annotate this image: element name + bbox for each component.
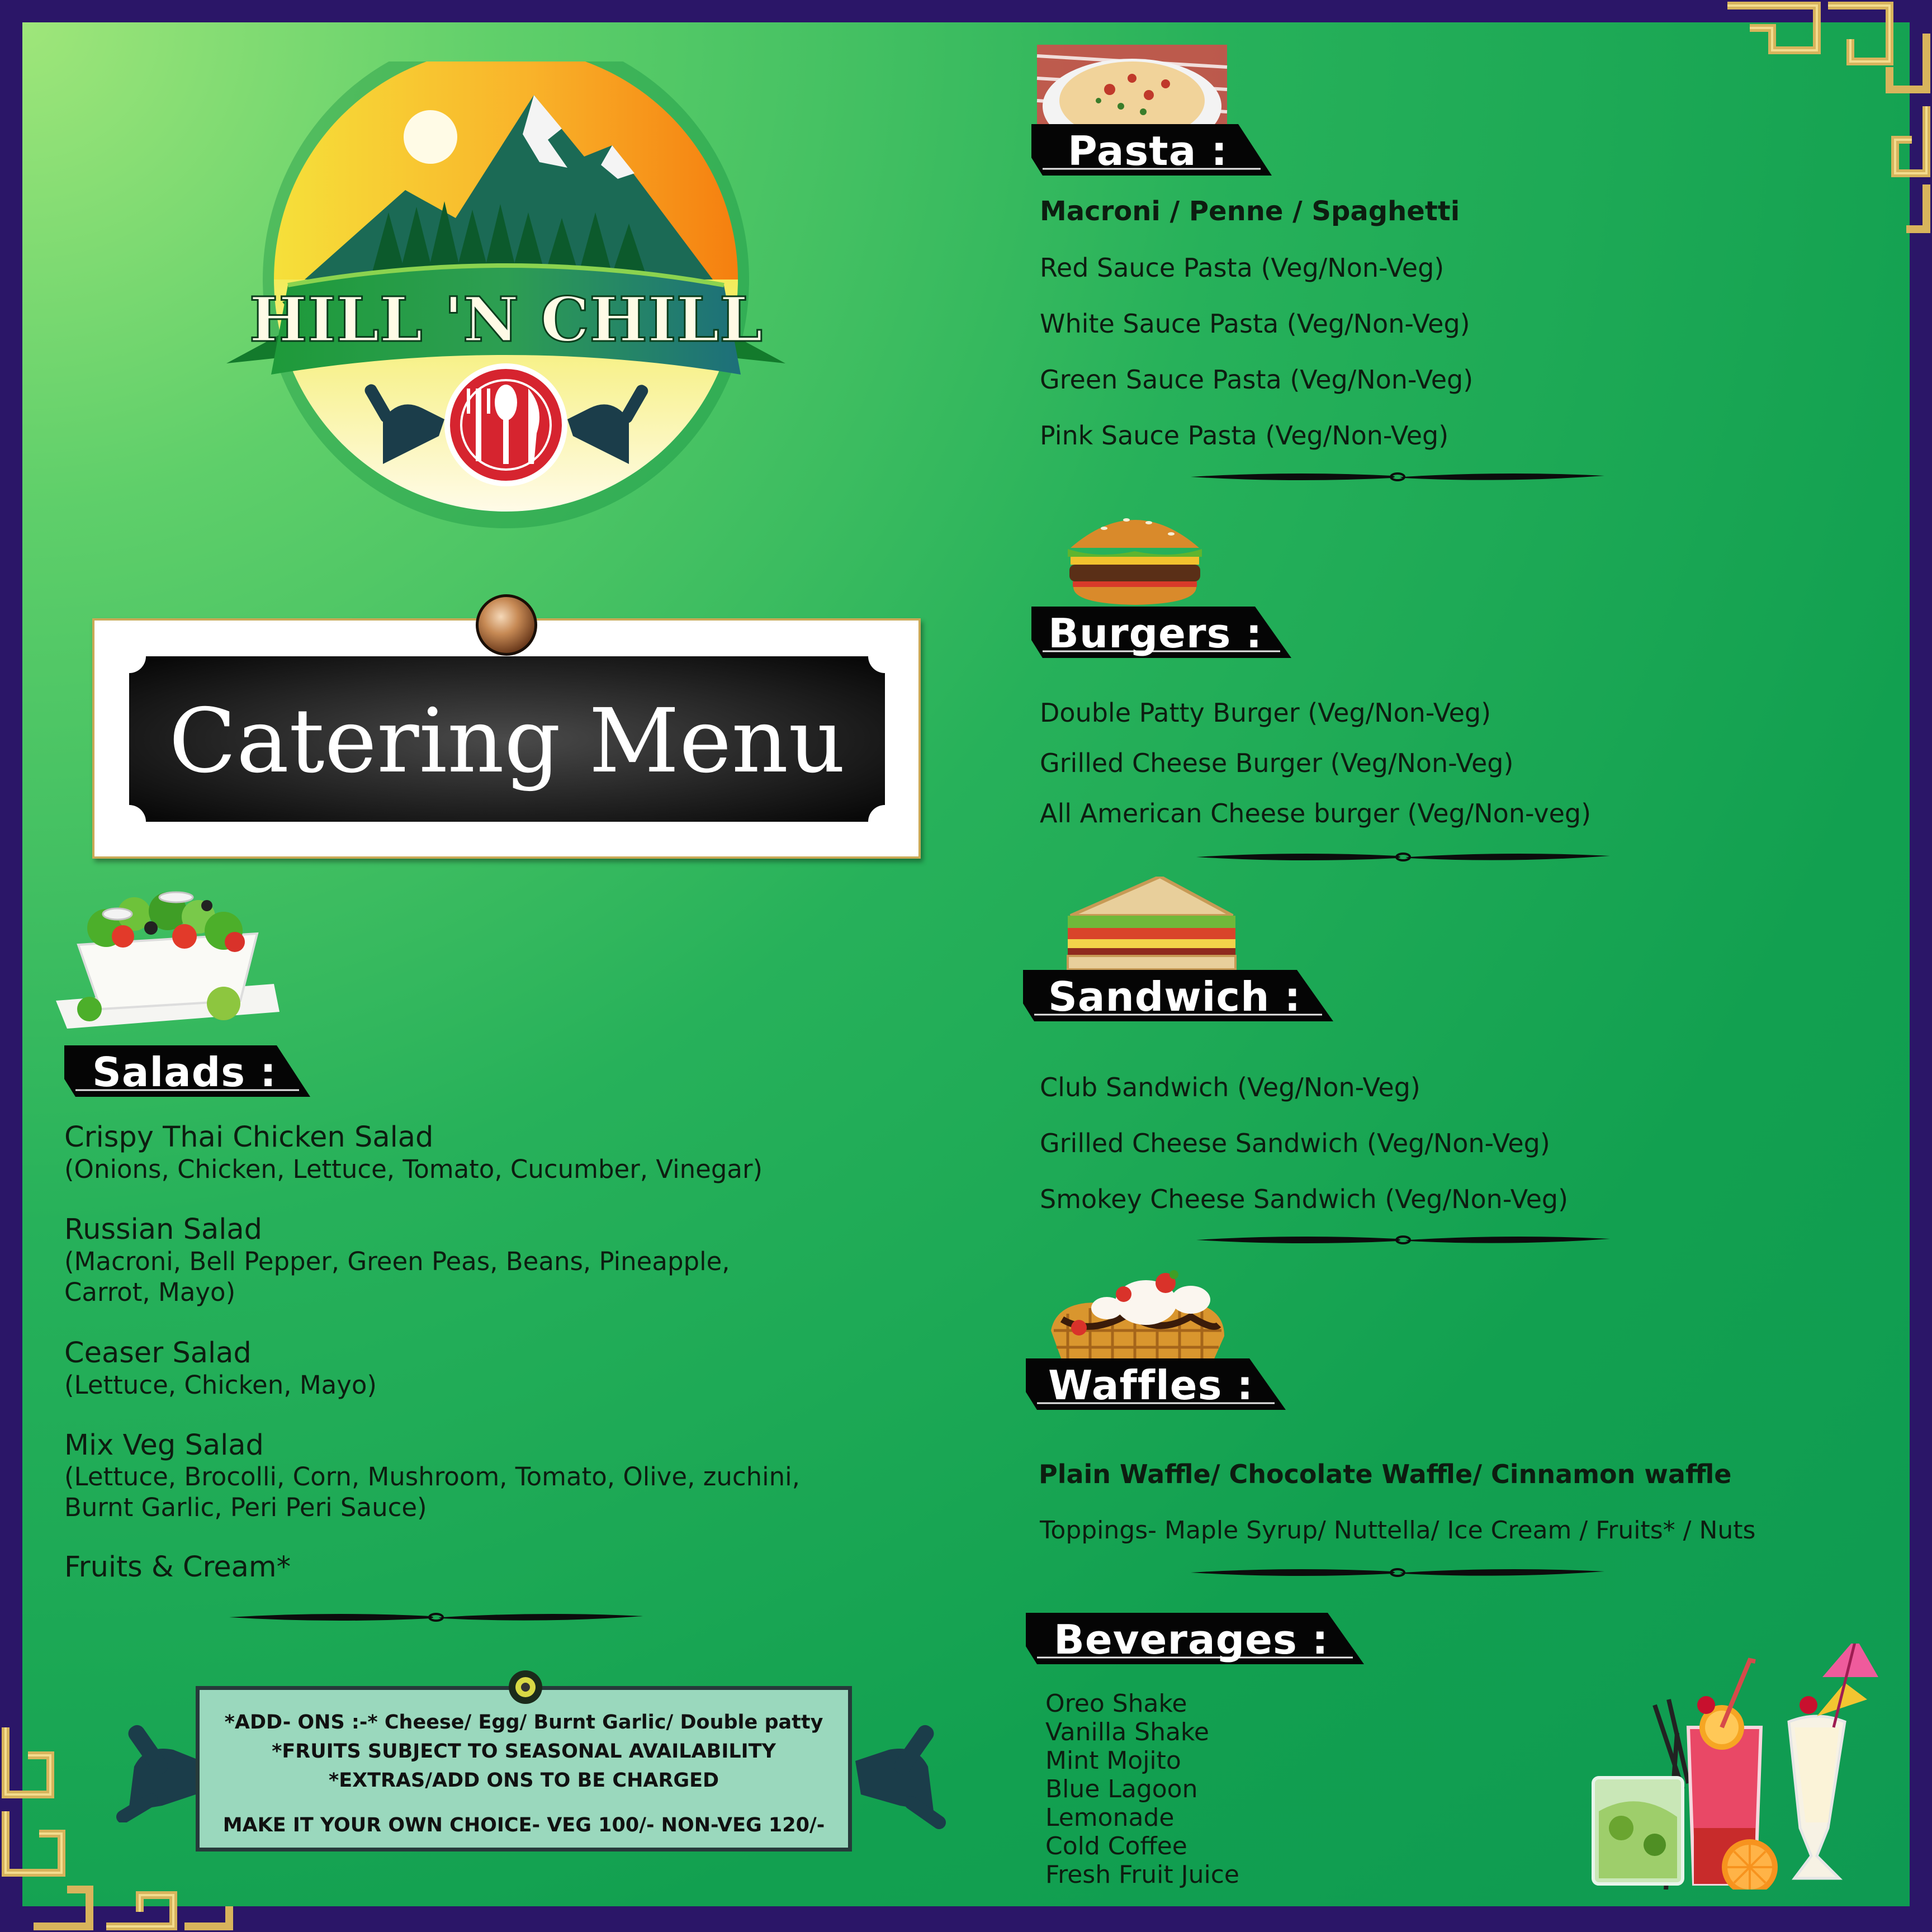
sandwich-heading-text: Sandwich :: [1048, 973, 1301, 1020]
salad-item-name: Ceaser Salad: [64, 1337, 252, 1370]
sandwich-item: Club Sandwich (Veg/Non-Veg): [1040, 1072, 1420, 1102]
beverage-item: Oreo Shake: [1045, 1689, 1187, 1718]
pasta-image: [1031, 45, 1233, 129]
burger-item: Grilled Cheese Burger (Veg/Non-Veg): [1040, 748, 1514, 778]
divider: [1196, 1233, 1610, 1247]
sign-knob: [476, 594, 537, 656]
hill-n-chill-logo: [221, 61, 791, 553]
waffle-image: [1045, 1269, 1230, 1364]
beverages-list: [1045, 1689, 1239, 1889]
salad-item-name: Russian Salad: [64, 1213, 262, 1246]
beverages-heading: [1026, 1613, 1364, 1664]
beverage-item: Cold Coffee: [1045, 1832, 1187, 1860]
corner-ornament-top-right: [1705, 0, 1932, 235]
salad-item-desc: Burnt Garlic, Peri Peri Sauce): [64, 1493, 427, 1522]
beverage-item: Lemonade: [1045, 1803, 1175, 1832]
waffles-heading-text: Waffles :: [1048, 1362, 1254, 1409]
pasta-item: White Sauce Pasta (Veg/Non-Veg): [1040, 309, 1470, 339]
addons-line: *FRUITS SUBJECT TO SEASONAL AVAILABILITY: [272, 1740, 776, 1763]
pasta-types: Macroni / Penne / Spaghetti: [1040, 196, 1460, 227]
sandwich-image: [1059, 877, 1244, 972]
sandwich-heading: [1023, 970, 1333, 1021]
burger-item: All American Cheese burger (Veg/Non-veg): [1040, 798, 1592, 828]
salad-item-desc: (Macroni, Bell Pepper, Green Peas, Beans, Pineapple,: [64, 1247, 730, 1276]
beverage-item: Mint Mojito: [1045, 1746, 1181, 1775]
burger-image: [1065, 503, 1205, 607]
divider: [229, 1610, 643, 1625]
divider: [1196, 850, 1610, 864]
salad-item-desc: (Lettuce, Chicken, Mayo): [64, 1370, 377, 1400]
pasta-item: Green Sauce Pasta (Veg/Non-Veg): [1040, 364, 1474, 395]
pasta-heading-text: Pasta :: [1068, 127, 1228, 174]
salad-item-desc: (Onions, Chicken, Lettuce, Tomato, Cucumber, Vinegar): [64, 1154, 763, 1184]
waffles-heading: [1026, 1358, 1286, 1410]
drinks-image: [1554, 1644, 1890, 1890]
page-title: Catering Menu: [168, 690, 846, 793]
shaka-hand-icon: [844, 1711, 950, 1834]
burgers-heading: [1031, 607, 1291, 658]
divider: [1191, 470, 1604, 484]
addon-pin-icon: [506, 1668, 545, 1707]
pasta-item: Red Sauce Pasta (Veg/Non-Veg): [1040, 253, 1445, 283]
waffle-toppings: Toppings- Maple Syrup/ Nuttella/ Ice Cream / Fruits* / Nuts: [1040, 1516, 1756, 1545]
addons-line: *ADD- ONS :-* Cheese/ Egg/ Burnt Garlic/ Double patty: [224, 1711, 823, 1734]
sandwich-item: Smokey Cheese Sandwich (Veg/Non-Veg): [1040, 1184, 1569, 1214]
burgers-heading-text: Burgers :: [1048, 610, 1263, 657]
salads-heading: [64, 1045, 310, 1097]
beverage-item: Blue Lagoon: [1045, 1775, 1198, 1803]
salad-image: [56, 883, 280, 1034]
beverage-item: Vanilla Shake: [1045, 1718, 1209, 1746]
salad-item-desc: Carrot, Mayo): [64, 1277, 236, 1307]
salad-item-name: Crispy Thai Chicken Salad: [64, 1121, 434, 1154]
pasta-item: Pink Sauce Pasta (Veg/Non-Veg): [1040, 420, 1449, 451]
shaka-hand-icon: [112, 1711, 207, 1822]
logo-brand-text: HILL 'N CHILL: [249, 283, 763, 356]
salads-heading-text: Salads :: [92, 1049, 277, 1096]
burger-item: Double Patty Burger (Veg/Non-Veg): [1040, 698, 1491, 728]
sandwich-item: Grilled Cheese Sandwich (Veg/Non-Veg): [1040, 1128, 1550, 1158]
pasta-heading: [1031, 124, 1272, 176]
salad-item-name: Fruits & Cream*: [64, 1551, 291, 1584]
waffle-types: Plain Waffle/ Chocolate Waffle/ Cinnamon waffle: [1039, 1459, 1732, 1489]
addons-notice-box: [196, 1686, 852, 1852]
addons-price-line: MAKE IT YOUR OWN CHOICE- VEG 100/- NON-VEG 120/-: [222, 1814, 825, 1836]
addons-line: *EXTRAS/ADD ONS TO BE CHARGED: [328, 1769, 719, 1792]
salad-item-desc: (Lettuce, Brocolli, Corn, Mushroom, Tomato, Olive, zuchini,: [64, 1462, 800, 1491]
beverages-heading-text: Beverages :: [1054, 1616, 1329, 1663]
salad-item-name: Mix Veg Salad: [64, 1429, 264, 1462]
divider: [1191, 1565, 1604, 1580]
beverage-item: Fresh Fruit Juice: [1045, 1860, 1239, 1889]
